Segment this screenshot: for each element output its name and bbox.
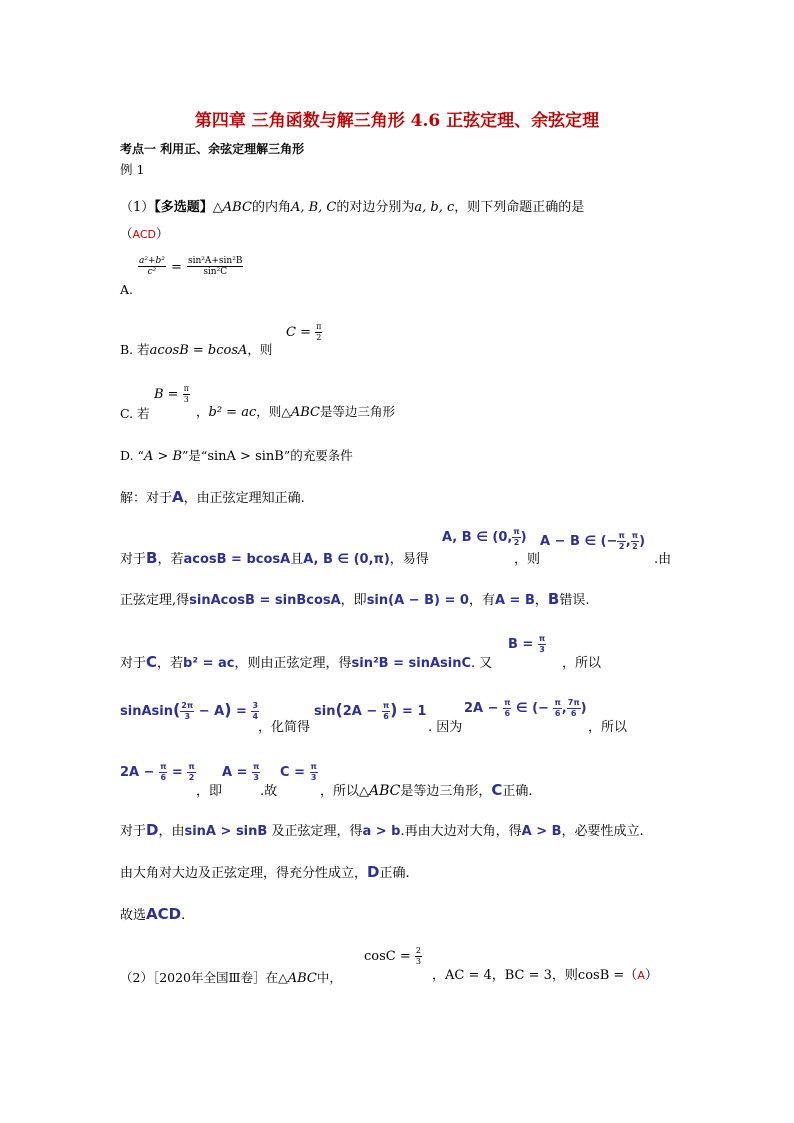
page-title: 第四章 三角函数与解三角形 4.6 正弦定理、余弦定理 <box>194 111 600 131</box>
option-ref: B <box>547 590 560 608</box>
option-c-b <box>154 384 190 405</box>
math-expr: b² = ac <box>208 405 257 420</box>
text: 是等边三角形 <box>320 404 396 419</box>
text: 若 <box>137 342 150 357</box>
text: ”的充要条件 <box>283 448 353 463</box>
math-expr: A > B <box>521 824 562 839</box>
text: 解：对于 <box>120 491 173 506</box>
answer-paren <box>120 224 169 242</box>
solution-line-2-then: ，则 <box>514 552 541 567</box>
question-number: （1） <box>120 200 155 215</box>
side-vars: a, b, c <box>414 200 455 215</box>
frac-num: π <box>538 634 546 643</box>
paren-open: （ <box>120 226 133 241</box>
solution-line-6-tail <box>320 780 533 799</box>
option-ref: D <box>367 863 380 881</box>
frac-den: 2 <box>188 773 195 782</box>
frac-num: π <box>631 531 639 540</box>
text: 错误. <box>559 593 590 608</box>
question-source: ［2020年全国Ⅲ卷］在△ <box>152 970 288 985</box>
frac-num: π <box>188 762 195 771</box>
answer-text: A <box>637 969 645 982</box>
math-expr: acosB = bcosA <box>183 552 291 567</box>
frac-num: π <box>504 698 511 707</box>
question-2-stem <box>120 968 342 986</box>
frac-den: 4 <box>252 712 259 721</box>
stem-text: ，则下列命题正确的是 <box>454 200 585 215</box>
text: 正确. <box>502 784 533 799</box>
section-heading: 考点一 利用正、余弦定理解三角形 <box>120 142 305 156</box>
text: 且 <box>290 552 304 567</box>
text: 正弦定理,得 <box>120 593 190 608</box>
frac-num: π <box>160 762 167 771</box>
math-expr: acosB = bcosA <box>149 343 248 358</box>
answer-ref: ACD <box>146 905 182 923</box>
triangle-name: ABC <box>290 405 321 420</box>
frac-den: 3 <box>415 957 421 966</box>
text: ，则 <box>247 342 273 357</box>
text: ，若 <box>157 552 184 567</box>
option-ref: C <box>146 653 158 671</box>
triangle-name: ABC <box>369 783 401 799</box>
solution-line-6-ie: ，即 <box>196 784 223 799</box>
solution-line-5-because: . 因为 <box>428 720 463 735</box>
text: .再由大边对大角，得 <box>400 824 522 839</box>
solution-line-4 <box>120 652 492 671</box>
question-1-stem <box>120 196 584 215</box>
frac-den: 2 <box>632 542 638 551</box>
frac-num: π <box>513 527 520 536</box>
option-c-label <box>120 404 150 422</box>
frac-num: 3 <box>252 701 259 710</box>
question-2-cos <box>364 946 422 967</box>
example-label: 例 1 <box>120 162 145 177</box>
math-expr: 2A − <box>120 765 155 780</box>
math-expr: ) <box>520 530 527 545</box>
frac-den: 3 <box>184 712 191 721</box>
solution-line-8 <box>120 862 410 881</box>
option-b-result <box>286 322 322 343</box>
frac-num: π <box>618 531 625 540</box>
solution-line-1 <box>120 487 305 506</box>
frac-den: 3 <box>183 395 189 404</box>
solution-line-4-b <box>508 634 546 655</box>
frac-den: 3 <box>253 773 259 782</box>
text: 是等边三角形， <box>400 784 492 799</box>
option-label: D. <box>120 448 134 463</box>
solution-line-3 <box>120 589 589 608</box>
option-a-formula <box>138 256 243 277</box>
stem-text: 的对边分别为 <box>336 200 415 215</box>
text: ，由 <box>158 824 185 839</box>
frac-den: 6 <box>383 712 389 721</box>
text: ，有 <box>468 593 495 608</box>
frac-den: 2 <box>618 542 625 551</box>
frac-den: 2 <box>513 538 520 547</box>
text: ， <box>534 593 548 608</box>
math-expr: ∈ (− <box>515 701 549 716</box>
option-d <box>120 446 353 464</box>
option-a-label: A. <box>120 282 134 297</box>
math-expr: , <box>625 534 631 549</box>
equals: = <box>236 704 247 719</box>
math-expr: 2A − <box>464 701 499 716</box>
solution-line-6-c <box>280 762 318 783</box>
paren-open: （ <box>624 968 638 983</box>
solution-line-4-tail: ，所以 <box>562 656 602 671</box>
angle-vars: A, B, C <box>290 200 337 215</box>
math-expr: cosC = <box>364 949 411 964</box>
math-expr: sinAsin <box>120 704 173 719</box>
solution-line-2-tail: .由 <box>654 552 672 567</box>
text: . <box>181 908 186 923</box>
math-expr: sinA > sinB <box>207 449 284 464</box>
solution-line-2 <box>120 548 429 567</box>
frac-num: 7π <box>567 698 580 707</box>
text: ，易得 <box>389 552 429 567</box>
math-expr: A > B <box>143 449 183 464</box>
question-2-rest <box>432 964 658 983</box>
frac-num: a²+b² <box>139 256 165 266</box>
stem-text: 的内角 <box>251 200 291 215</box>
paren-close: ） <box>156 226 169 241</box>
option-ref: B <box>146 549 158 567</box>
solution-line-5-so: ，所以 <box>588 720 628 735</box>
text: 对于 <box>120 824 147 839</box>
text: “ <box>137 448 144 463</box>
question-tag: 【多选题】 <box>154 200 213 215</box>
math-expr: A − B ∈ (− <box>540 534 618 549</box>
text: 若 <box>137 406 150 421</box>
paren-close: ） <box>644 968 658 983</box>
text: ，则由正弦定理，得 <box>234 656 352 671</box>
math-expr: sin(A − B) = 0 <box>366 593 469 608</box>
solution-line-5-sin: sin(2A − $\frac{\pi}{6}$ ) = 1 <box>314 700 427 721</box>
math-expr: b² = ac <box>183 656 235 671</box>
math-expr: − A <box>198 704 225 719</box>
math-expr: sin <box>314 704 336 719</box>
math-expr: ) <box>580 701 587 716</box>
frac-num: sin²A+sin²B <box>187 256 243 266</box>
text: ，若 <box>157 656 184 671</box>
solution-line-5-text: ，化简得 <box>258 720 311 735</box>
math-expr: , <box>561 701 567 716</box>
math-expr: A = B <box>494 593 535 608</box>
text: 正确. <box>379 866 410 881</box>
text: ，由正弦定理知正确. <box>183 491 305 506</box>
option-label: B. <box>120 342 134 357</box>
text: 及正弦定理，得 <box>271 824 363 839</box>
triangle-name: ABC <box>287 971 317 986</box>
frac-num: 2π <box>181 701 194 710</box>
frac-num: π <box>316 322 322 331</box>
math-expr: sin²B = sinAsinC <box>351 656 471 671</box>
solution-line-5-range <box>464 698 587 719</box>
solution-line-6-a <box>222 762 260 783</box>
frac-den: 2 <box>316 333 322 342</box>
text: . 又 <box>471 656 493 671</box>
frac-num: π <box>183 384 189 393</box>
math-expr: C = <box>286 325 311 340</box>
solution-line-2-diff <box>540 531 645 552</box>
frac-num: 2 <box>415 946 421 955</box>
text: ，则△ <box>256 404 291 419</box>
frac-den: 6 <box>504 709 511 718</box>
frac-den: 6 <box>554 709 561 718</box>
text: ，即 <box>340 593 367 608</box>
math-expr: B = <box>154 387 179 402</box>
answer-text: ACD <box>132 228 156 241</box>
math-expr: 2A − <box>342 704 378 719</box>
text: ，必要性成立. <box>561 824 644 839</box>
math-expr: a > b <box>362 824 401 839</box>
math-expr: A, B ∈ (0,π) <box>303 552 390 567</box>
equals: = <box>171 765 183 780</box>
math-expr: C = <box>280 765 305 780</box>
math-expr: sinAcosB = sinBcosA <box>189 593 341 608</box>
text: 中， <box>316 970 342 985</box>
frac-num: π <box>253 762 260 771</box>
triangle-name: ABC <box>222 200 252 215</box>
text: 对于 <box>120 656 147 671</box>
math-expr: A = <box>222 765 248 780</box>
text: 故选 <box>120 908 147 923</box>
solution-line-7 <box>120 820 644 839</box>
option-ref: D <box>146 821 159 839</box>
math-expr: sinA > sinB <box>184 824 268 839</box>
frac-den: c² <box>147 267 157 277</box>
frac-den: 3 <box>539 645 545 654</box>
option-ref: C <box>491 781 503 799</box>
solution-line-6-therefore: .故 <box>260 784 278 799</box>
frac-num: π <box>382 701 390 710</box>
text: ”是“ <box>182 448 208 463</box>
frac-num: π <box>554 698 561 707</box>
solution-line-6-eq <box>120 762 196 783</box>
frac-den: 6 <box>160 773 167 782</box>
math-expr: = 1 <box>402 704 427 719</box>
option-ref: A <box>172 488 184 506</box>
math-expr: ) <box>639 534 646 549</box>
frac-den: sin²C <box>203 267 228 277</box>
math-expr: A, B ∈ (0, <box>442 530 513 545</box>
solution-line-5-expr: sinAsin( $\frac{2\pi}{3}$ − A) = $\frac{3}{4}$ <box>120 700 259 721</box>
text: ， <box>196 404 209 419</box>
frac-den: 3 <box>310 773 317 782</box>
option-b <box>120 340 272 358</box>
text: 对于 <box>120 552 147 567</box>
option-c-rest <box>196 402 395 420</box>
text: ，所以△ <box>320 784 369 799</box>
solution-line-9 <box>120 904 185 923</box>
math-expr: ，AC = 4，BC = 3，则cosB = <box>432 968 625 983</box>
frac-num: π <box>310 762 317 771</box>
triangle-symbol: △ <box>212 200 223 215</box>
equals: = <box>170 260 182 275</box>
question-number: （2） <box>120 970 153 985</box>
math-expr: B = <box>508 637 534 652</box>
text: 由大角对大边及正弦定理，得充分性成立， <box>120 866 368 881</box>
frac-den: 6 <box>570 709 577 718</box>
solution-line-2-interval <box>442 527 527 548</box>
option-label: C. <box>120 406 134 421</box>
